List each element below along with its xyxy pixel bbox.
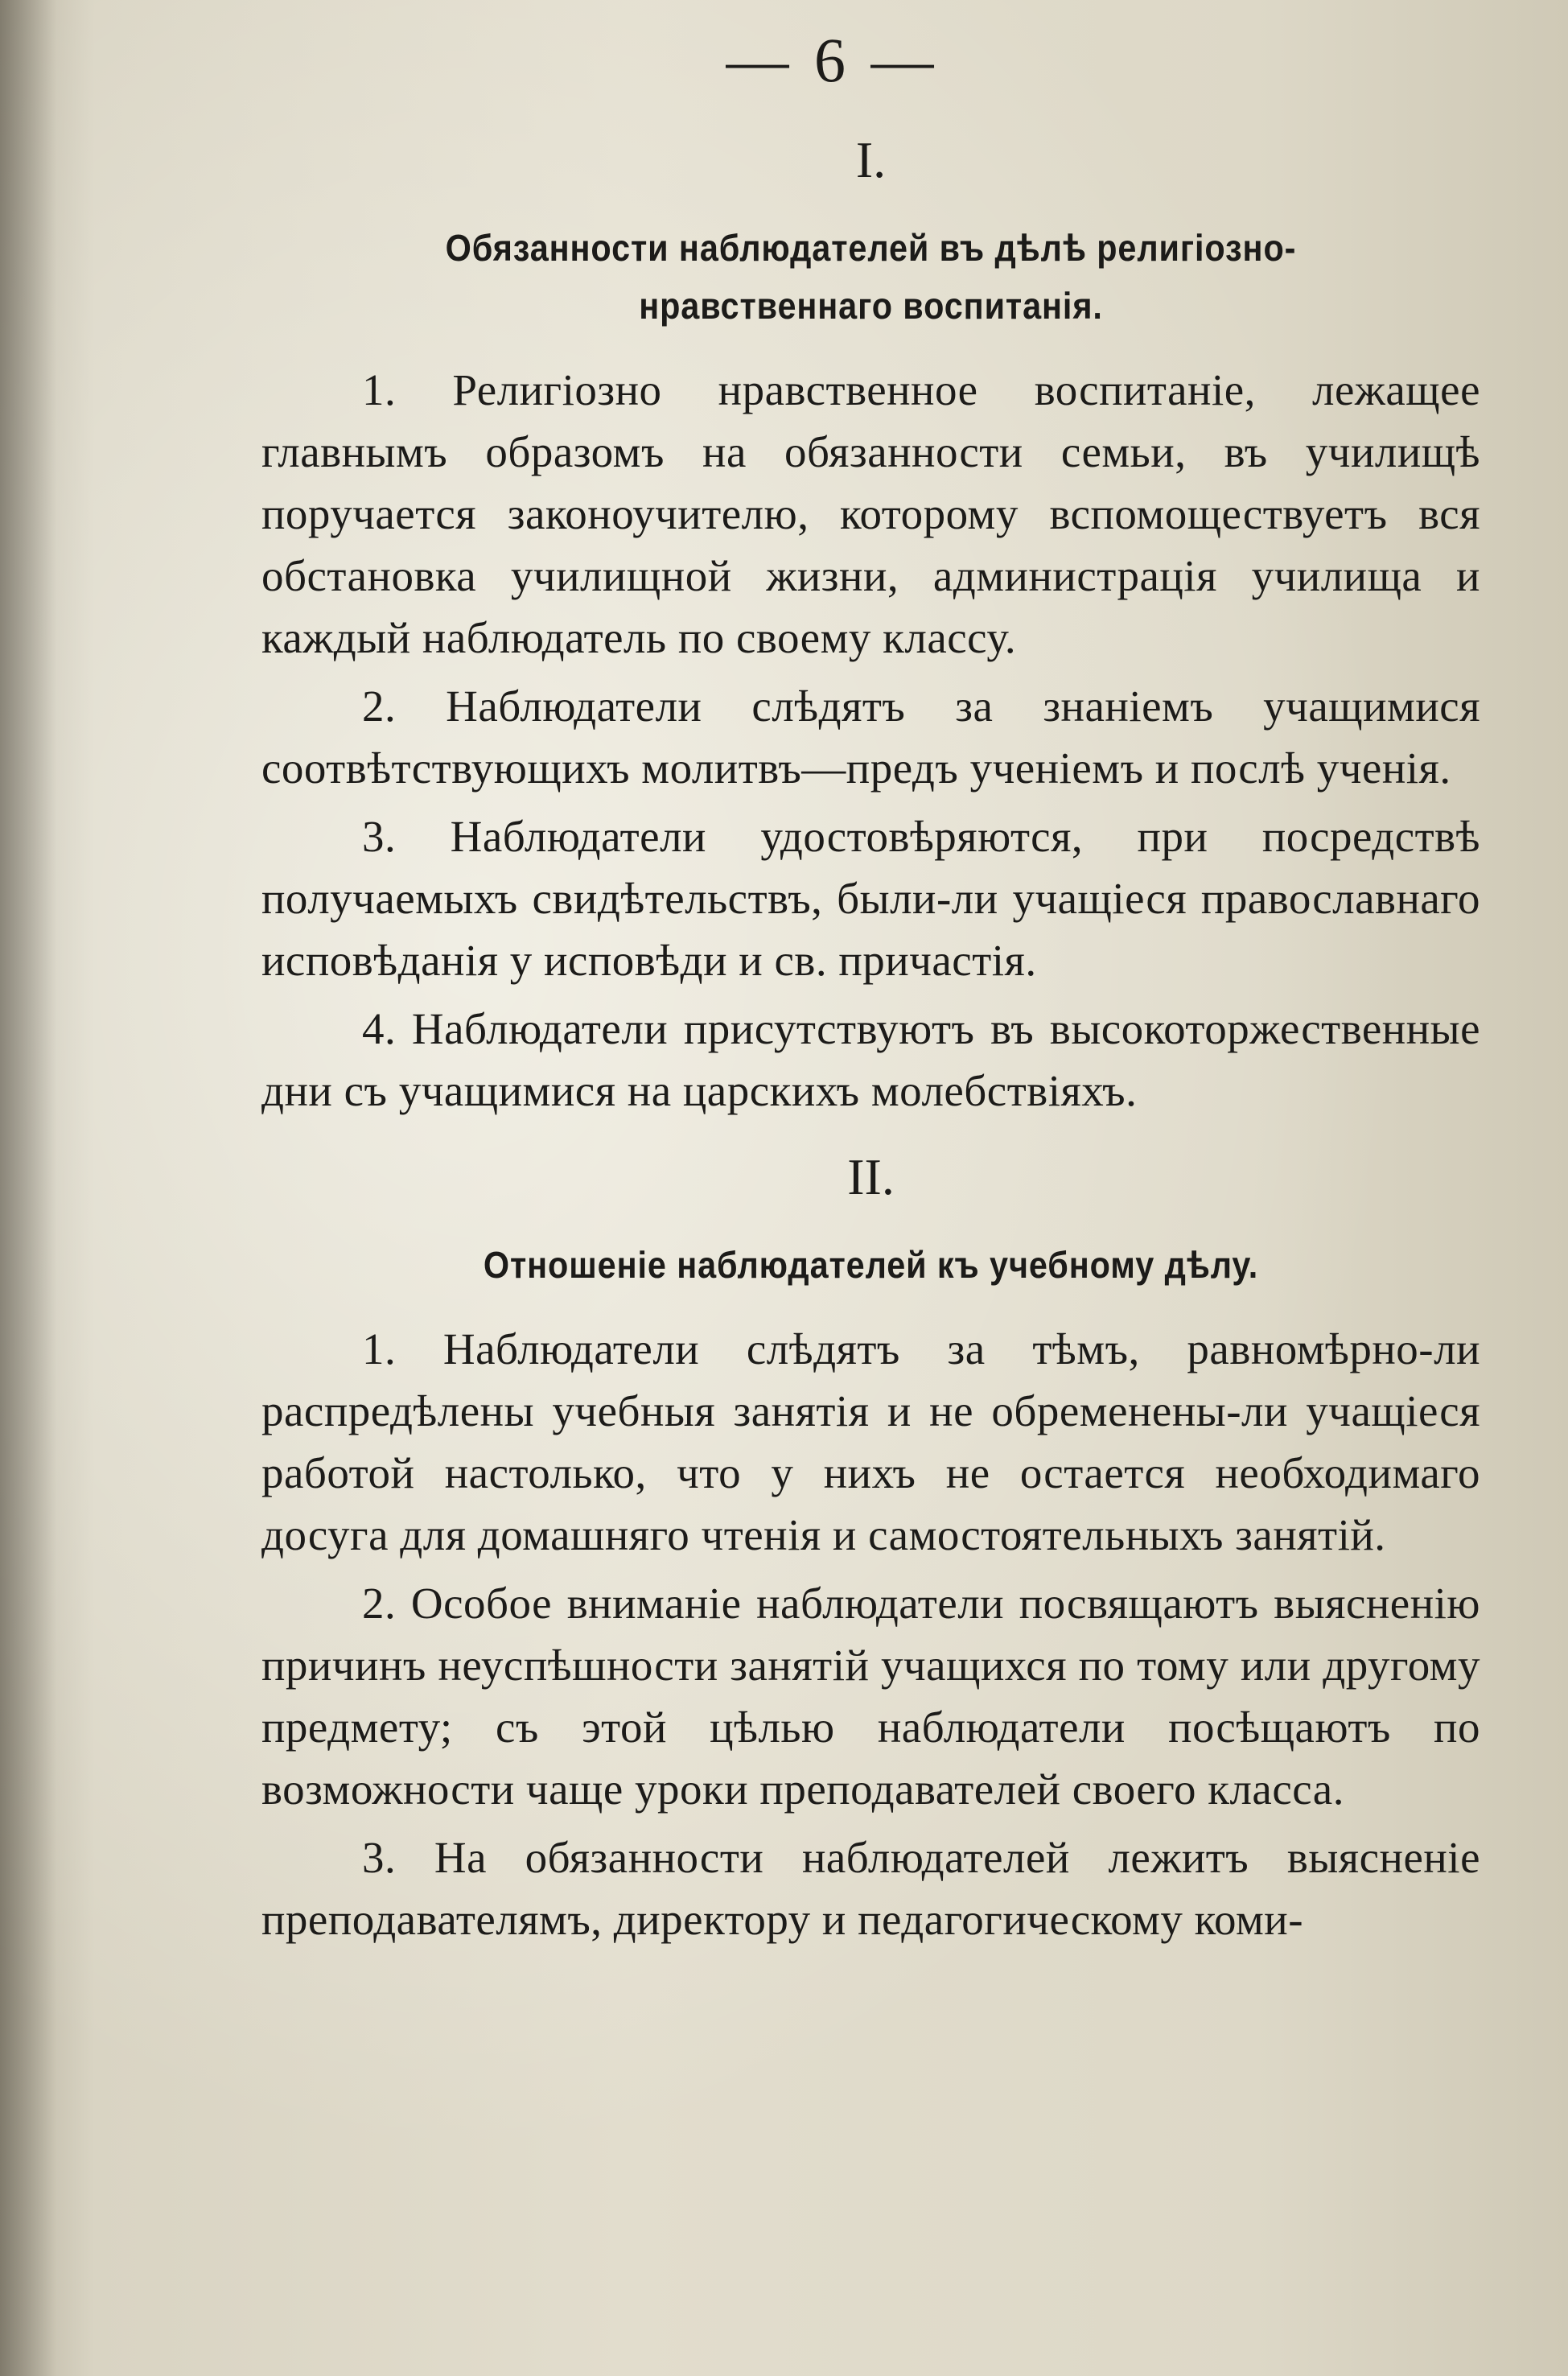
paragraph: 2. Особое вниманіе наблюдатели посвящаютъ выясненію причинъ неуспѣшности занятій учащихся по тому или другому предмету; съ этой цѣлью наблюдатели посѣщаютъ по возможности чаще уроки преподавателей своего класса. (261, 1579, 1480, 1814)
text-block (261, 121, 1480, 1957)
paragraph: 1. Наблюдатели слѣдятъ за тѣмъ, равномѣрно-ли распредѣлены учебныя занятія и не обременены-ли учащіеся работой настолько, что у нихъ не остается необходимаго досуга для домашняго чтенія и самостоятельныхъ занятій. (261, 1324, 1480, 1559)
section-numeral: I. (855, 131, 887, 188)
paragraph: 2. Наблюдатели слѣдятъ за знаніемъ учащимися соотвѣтствующихъ молитвъ—предъ ученіемъ и послѣ ученія. (261, 682, 1480, 793)
paragraph: 1. Религіозно нравственное воспитаніе, лежащее главнымъ образомъ на обязанности семьи, въ училищѣ поручается законоучителю, которому вспомоществуетъ вся обстановка училищной жизни, администрація училища и каждый наблюдатель по своему классу. (261, 365, 1480, 662)
section-2 (261, 1147, 1480, 1950)
section-numeral: II. (847, 1148, 895, 1205)
paragraph: 4. Наблюдатели присутствуютъ въ высокоторжественные дни съ учащимися на царскихъ молебствіяхъ. (261, 1004, 1480, 1115)
section-title: Обязанности наблюдателей въ дѣлѣ религіозно-нравственнаго воспитанія. (445, 227, 1297, 327)
page-number: — 6 — (726, 25, 939, 95)
section-1 (261, 130, 1480, 1122)
paragraph: 3. На обязанности наблюдателей лежитъ выясненіе преподавателямъ, директору и педагогическому коми- (261, 1833, 1480, 1944)
section-title: Отношеніе наблюдателей къ учебному дѣлу. (483, 1244, 1259, 1286)
paragraph: 3. Наблюдатели удостовѣряются, при посредствѣ получаемыхъ свидѣтельствъ, были-ли учащіеся православнаго исповѣданія у исповѣди и св. причастія. (261, 812, 1480, 985)
